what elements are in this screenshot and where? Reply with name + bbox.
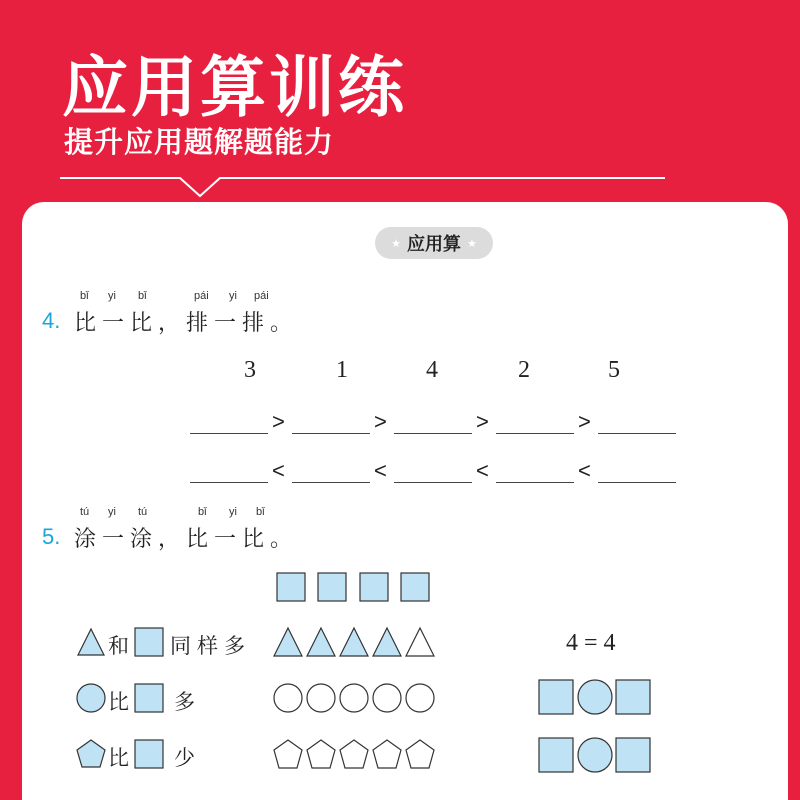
row-text: 少 bbox=[174, 746, 195, 770]
pinyin: pái bbox=[254, 290, 269, 302]
circle-icon bbox=[274, 684, 302, 712]
circle-icon bbox=[578, 680, 612, 714]
page-subtitle: 提升应用题解题能力 bbox=[64, 125, 335, 159]
answer-blank[interactable] bbox=[292, 482, 370, 483]
pinyin: bǐ bbox=[80, 290, 89, 302]
circle-icon bbox=[340, 684, 368, 712]
pinyin: pái bbox=[194, 290, 209, 302]
answer-blank[interactable] bbox=[394, 482, 472, 483]
header-divider bbox=[0, 0, 800, 210]
row-text: 多 bbox=[174, 690, 195, 714]
question-number: 4. bbox=[42, 308, 61, 333]
triangle-icon bbox=[406, 628, 434, 656]
square-icon bbox=[539, 680, 573, 714]
row-text: 比 bbox=[108, 746, 129, 770]
question-text: 比一比，排一排。 bbox=[74, 311, 299, 336]
row-text: 比 bbox=[108, 690, 129, 714]
number: 4 bbox=[426, 357, 438, 383]
number: 2 bbox=[518, 357, 530, 383]
pinyin: yi bbox=[229, 290, 237, 302]
square-icon bbox=[616, 680, 650, 714]
circles-row[interactable] bbox=[272, 682, 442, 714]
greater-sign: > bbox=[272, 409, 285, 434]
shape-group bbox=[538, 737, 652, 773]
number: 5 bbox=[608, 357, 620, 383]
question-text: 涂一涂，比一比。 bbox=[74, 527, 299, 552]
circle-icon bbox=[578, 738, 612, 772]
triangle-icon bbox=[274, 628, 302, 656]
question-number: 5. bbox=[42, 524, 61, 549]
answer-blank[interactable] bbox=[190, 433, 268, 434]
pinyin: tú bbox=[80, 506, 90, 518]
squares-row bbox=[276, 572, 436, 602]
star-icon: ★ bbox=[467, 236, 477, 250]
section-tag bbox=[375, 227, 493, 259]
triangle-icon bbox=[76, 627, 106, 657]
pentagon-icon bbox=[307, 740, 335, 768]
pentagon-icon bbox=[406, 740, 434, 768]
shape-group bbox=[538, 679, 652, 715]
square-icon bbox=[134, 739, 164, 769]
star-icon: ★ bbox=[391, 236, 401, 250]
pentagon-icon bbox=[274, 740, 302, 768]
pinyin: yi bbox=[229, 506, 237, 518]
square-icon bbox=[318, 573, 346, 601]
square-icon bbox=[134, 683, 164, 713]
square-icon bbox=[360, 573, 388, 601]
square-icon bbox=[539, 738, 573, 772]
answer-blank[interactable] bbox=[496, 433, 574, 434]
answer-blank[interactable] bbox=[394, 433, 472, 434]
answer-blank[interactable] bbox=[496, 482, 574, 483]
section-tag-label: 应用算 bbox=[407, 234, 461, 255]
pentagon-icon bbox=[340, 740, 368, 768]
circle-icon bbox=[373, 684, 401, 712]
circle-icon bbox=[307, 684, 335, 712]
row-text: 和 bbox=[108, 634, 129, 658]
greater-sign: > bbox=[476, 409, 489, 434]
square-icon bbox=[277, 573, 305, 601]
pinyin: yi bbox=[108, 506, 116, 518]
greater-sign: > bbox=[578, 409, 591, 434]
page-title: 应用算训练 bbox=[62, 49, 407, 126]
square-icon bbox=[134, 627, 164, 657]
pentagon-icon bbox=[75, 738, 107, 770]
row-text: 同样多 bbox=[170, 634, 251, 658]
less-sign: < bbox=[374, 458, 387, 483]
pinyin: yi bbox=[108, 290, 116, 302]
number: 1 bbox=[336, 357, 348, 383]
triangles-row bbox=[272, 626, 442, 658]
answer-blank[interactable] bbox=[292, 433, 370, 434]
answer-blank[interactable] bbox=[598, 482, 676, 483]
less-sign: < bbox=[272, 458, 285, 483]
pinyin: bǐ bbox=[256, 506, 265, 518]
square-icon bbox=[401, 573, 429, 601]
pinyin: bǐ bbox=[198, 506, 207, 518]
less-sign: < bbox=[476, 458, 489, 483]
square-icon bbox=[616, 738, 650, 772]
answer-blank[interactable] bbox=[190, 482, 268, 483]
triangle-icon bbox=[307, 628, 335, 656]
triangle-icon bbox=[373, 628, 401, 656]
less-sign: < bbox=[578, 458, 591, 483]
triangle-icon bbox=[340, 628, 368, 656]
answer-blank[interactable] bbox=[598, 433, 676, 434]
pentagons-row[interactable] bbox=[272, 738, 442, 770]
circle-icon bbox=[406, 684, 434, 712]
pinyin: tú bbox=[138, 506, 148, 518]
greater-sign: > bbox=[374, 409, 387, 434]
equation: 4 = 4 bbox=[566, 630, 616, 656]
pinyin: bǐ bbox=[138, 290, 147, 302]
number: 3 bbox=[244, 357, 256, 383]
pentagon-icon bbox=[373, 740, 401, 768]
circle-icon bbox=[76, 683, 106, 713]
